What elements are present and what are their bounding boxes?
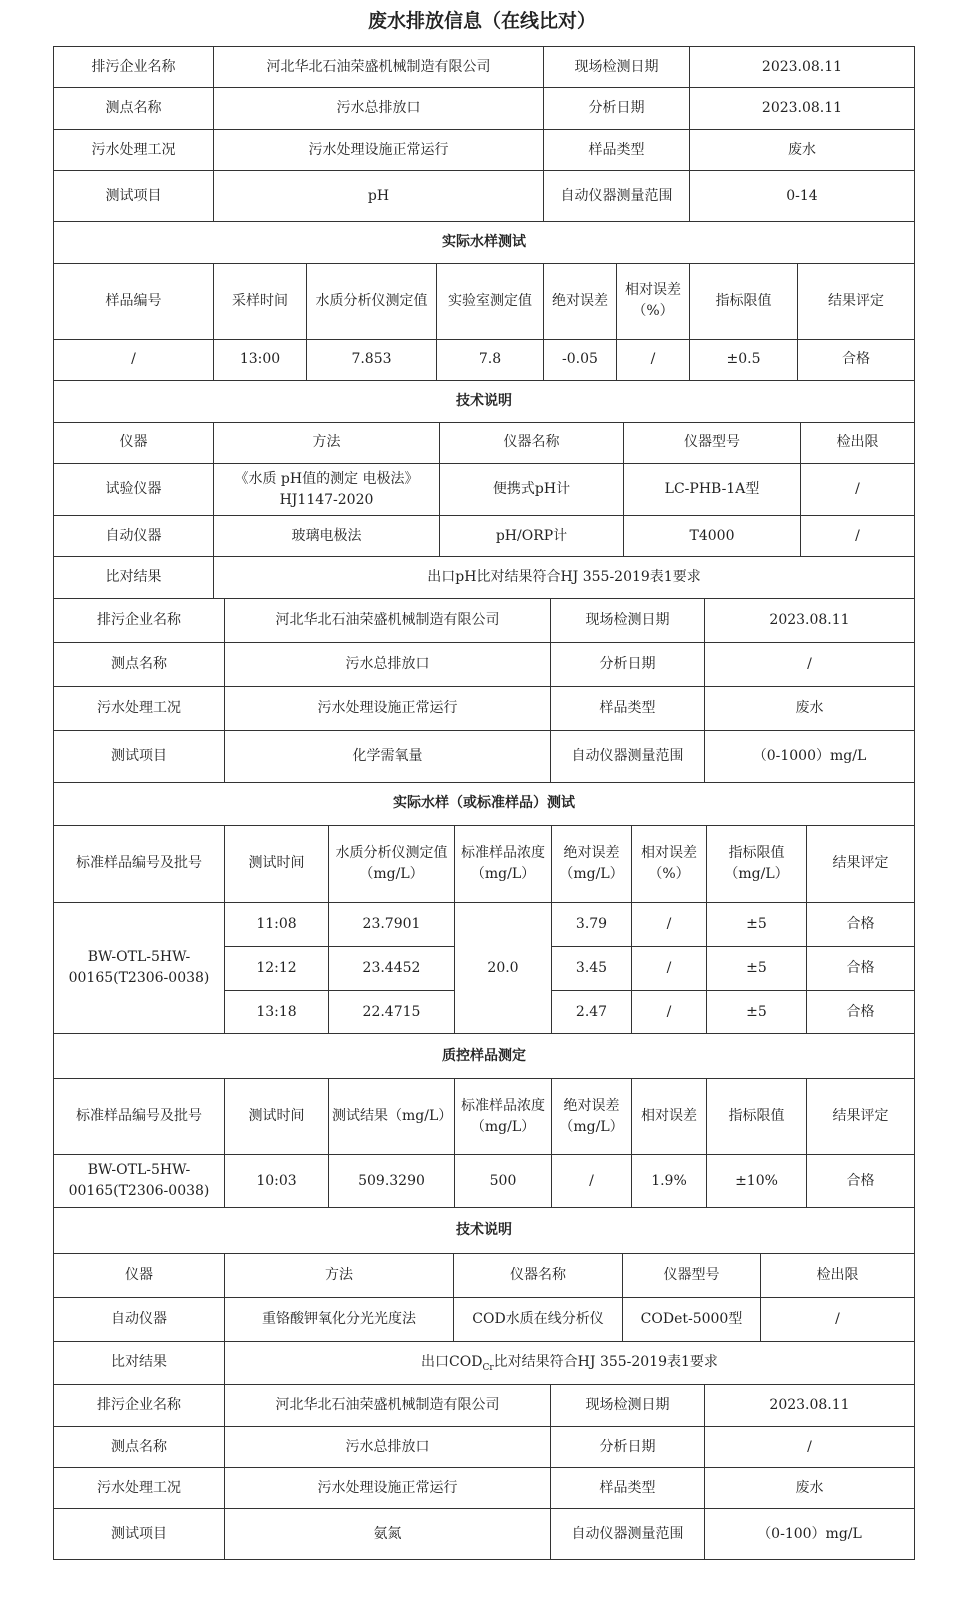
- section-title: 技术说明: [54, 380, 915, 422]
- column-header: 仪器: [54, 1254, 225, 1297]
- table-cell: 500: [455, 1155, 552, 1208]
- cod-info-row: [54, 642, 915, 686]
- sample-type: 废水: [705, 1468, 915, 1509]
- ph-info-row: [54, 47, 915, 88]
- label-cell: 分析日期: [544, 88, 690, 130]
- table-header-row: [54, 1079, 915, 1155]
- table-cell: 便携式pH计: [440, 464, 624, 516]
- column-header: 相对误差（%）: [632, 826, 707, 903]
- detect-date: 2023.08.11: [690, 47, 915, 88]
- comparison-result-row: [54, 1341, 915, 1384]
- table-cell: 23.4452: [329, 947, 455, 991]
- column-header: 标准样品编号及批号: [54, 1079, 225, 1155]
- section-title-row: [54, 380, 915, 422]
- column-header: 绝对误差（mg/L）: [552, 826, 632, 903]
- column-header: 检出限: [761, 1254, 915, 1297]
- comparison-result: 出口pH比对结果符合HJ 355-2019表1要求: [214, 557, 915, 599]
- label-cell: 样品类型: [551, 1468, 705, 1509]
- table-cell: 22.4715: [329, 991, 455, 1034]
- cod-tech-table: [53, 1254, 915, 1385]
- table-cell: 509.3290: [329, 1155, 455, 1208]
- label-cell: 测点名称: [54, 642, 225, 686]
- label-cell: 测试项目: [54, 1509, 225, 1560]
- sample-type: 废水: [690, 130, 915, 171]
- column-header: 结果评定: [807, 1079, 915, 1155]
- nh3-info-row: [54, 1427, 915, 1468]
- column-header: 方法: [214, 423, 440, 464]
- label-cell: 分析日期: [551, 1427, 705, 1468]
- label-cell: 排污企业名称: [54, 47, 214, 88]
- nh3-info-table: [53, 1385, 915, 1561]
- column-header: 结果评定: [798, 264, 915, 339]
- table-cell: /: [552, 1155, 632, 1208]
- result-suffix: 比对结果符合HJ 355-2019表1要求: [493, 1354, 718, 1370]
- table-cell: /: [632, 991, 707, 1034]
- cod-info-row: [54, 730, 915, 782]
- column-header: 标准样品浓度（mg/L）: [455, 826, 552, 903]
- point-name: 污水总排放口: [225, 642, 551, 686]
- label-cell: 测点名称: [54, 1427, 225, 1468]
- section-title: 实际水样（或标准样品）测试: [54, 782, 915, 825]
- section-title-row: [54, 222, 915, 264]
- test-item: 化学需氧量: [225, 730, 551, 782]
- ph-test-table: [53, 264, 915, 423]
- label-cell: 污水处理工况: [54, 686, 225, 730]
- table-cell: BW-OTL-5HW-00165(T2306-0038): [54, 1155, 225, 1208]
- column-header: 相对误差（%）: [617, 264, 690, 339]
- table-cell: /: [632, 903, 707, 947]
- label-cell: 样品类型: [551, 686, 705, 730]
- table-header-row: [54, 264, 915, 339]
- column-header: 仪器名称: [440, 423, 624, 464]
- section-title: 质控样品测定: [54, 1034, 915, 1079]
- column-header: 指标限值: [707, 1079, 807, 1155]
- column-header: 检出限: [801, 423, 915, 464]
- table-cell: 1.9%: [632, 1155, 707, 1208]
- test-item: pH: [214, 171, 544, 222]
- label-cell: 样品类型: [544, 130, 690, 171]
- result-prefix: 出口COD: [421, 1354, 483, 1370]
- label-cell: 排污企业名称: [54, 1385, 225, 1427]
- detect-date: 2023.08.11: [705, 599, 915, 642]
- column-header: 采样时间: [214, 264, 307, 339]
- column-header: 仪器: [54, 423, 214, 464]
- table-cell: 合格: [807, 947, 915, 991]
- label-cell: 自动仪器测量范围: [551, 730, 705, 782]
- report-sheet: [53, 46, 914, 1560]
- column-header: 水质分析仪测定值: [307, 264, 437, 339]
- sample-type: 废水: [705, 686, 915, 730]
- table-cell: ±5: [707, 991, 807, 1034]
- section-title: 技术说明: [54, 1208, 915, 1254]
- table-cell: 23.7901: [329, 903, 455, 947]
- table-cell: ±5: [707, 903, 807, 947]
- table-cell: 13:00: [214, 339, 307, 380]
- label-cell: 比对结果: [54, 1341, 225, 1384]
- table-cell: 13:18: [225, 991, 329, 1034]
- table-cell: /: [801, 516, 915, 557]
- table-cell: CODet-5000型: [623, 1297, 761, 1341]
- section-title: 实际水样测试: [54, 222, 915, 264]
- table-row: [54, 339, 915, 380]
- label-cell: 测点名称: [54, 88, 214, 130]
- table-cell: 11:08: [225, 903, 329, 947]
- company-name: 河北华北石油荣盛机械制造有限公司: [225, 599, 551, 642]
- test-item: 氨氮: [225, 1509, 551, 1560]
- measure-range: 0-14: [690, 171, 915, 222]
- section-title-row: [54, 1208, 915, 1254]
- point-name: 污水总排放口: [225, 1427, 551, 1468]
- table-row: [54, 464, 915, 516]
- table-cell: 合格: [798, 339, 915, 380]
- table-cell: 玻璃电极法: [214, 516, 440, 557]
- table-cell: 2.47: [552, 991, 632, 1034]
- column-header: 指标限值（mg/L）: [707, 826, 807, 903]
- label-cell: 污水处理工况: [54, 1468, 225, 1509]
- table-cell: 合格: [807, 903, 915, 947]
- std-conc-cell: 20.0: [455, 903, 552, 1034]
- table-cell: 10:03: [225, 1155, 329, 1208]
- table-cell: 7.8: [437, 339, 544, 380]
- analysis-date: /: [705, 1427, 915, 1468]
- nh3-info-row: [54, 1509, 915, 1560]
- column-header: 测试时间: [225, 826, 329, 903]
- analysis-date: 2023.08.11: [690, 88, 915, 130]
- sample-id-cell: BW-OTL-5HW-00165(T2306-0038): [54, 903, 225, 1034]
- measure-range: （0-1000）mg/L: [705, 730, 915, 782]
- label-cell: 现场检测日期: [544, 47, 690, 88]
- label-cell: 排污企业名称: [54, 599, 225, 642]
- ph-info-row: [54, 130, 915, 171]
- column-header: 绝对误差（mg/L）: [552, 1079, 632, 1155]
- table-cell: 自动仪器: [54, 516, 214, 557]
- label-cell: 比对结果: [54, 557, 214, 599]
- treatment-condition: 污水处理设施正常运行: [225, 686, 551, 730]
- column-header: 测试结果（mg/L）: [329, 1079, 455, 1155]
- table-cell: /: [54, 339, 214, 380]
- ph-info-row: [54, 171, 915, 222]
- detect-date: 2023.08.11: [705, 1385, 915, 1427]
- table-cell: ±0.5: [690, 339, 798, 380]
- table-row: [54, 1155, 915, 1208]
- nh3-info-row: [54, 1385, 915, 1427]
- table-cell: /: [801, 464, 915, 516]
- column-header: 标准样品浓度（mg/L）: [455, 1079, 552, 1155]
- table-cell: 试验仪器: [54, 464, 214, 516]
- table-cell: ±10%: [707, 1155, 807, 1208]
- table-cell: 合格: [807, 1155, 915, 1208]
- column-header: 绝对误差: [544, 264, 617, 339]
- table-header-row: [54, 826, 915, 903]
- column-header: 水质分析仪测定值（mg/L）: [329, 826, 455, 903]
- table-cell: 12:12: [225, 947, 329, 991]
- measure-range: （0-100）mg/L: [705, 1509, 915, 1560]
- table-cell: 7.853: [307, 339, 437, 380]
- table-row: [54, 1297, 915, 1341]
- column-header: 测试时间: [225, 1079, 329, 1155]
- cod-info-row: [54, 686, 915, 730]
- table-cell: 《水质 pH值的测定 电极法》HJ1147-2020: [214, 464, 440, 516]
- comparison-result: [225, 1341, 915, 1384]
- treatment-condition: 污水处理设施正常运行: [225, 1468, 551, 1509]
- label-cell: 现场检测日期: [551, 1385, 705, 1427]
- label-cell: 自动仪器测量范围: [544, 171, 690, 222]
- label-cell: 分析日期: [551, 642, 705, 686]
- column-header: 方法: [225, 1254, 454, 1297]
- ph-tech-table: [53, 423, 915, 600]
- label-cell: 污水处理工况: [54, 130, 214, 171]
- ph-info-row: [54, 88, 915, 130]
- table-cell: COD水质在线分析仪: [454, 1297, 623, 1341]
- label-cell: 自动仪器测量范围: [551, 1509, 705, 1560]
- table-cell: 重铬酸钾氧化分光光度法: [225, 1297, 454, 1341]
- cod-info-row: [54, 599, 915, 642]
- analysis-date: /: [705, 642, 915, 686]
- column-header: 实验室测定值: [437, 264, 544, 339]
- table-row: [54, 516, 915, 557]
- report-title: 废水排放信息（在线比对）: [367, 10, 596, 32]
- table-cell: T4000: [624, 516, 801, 557]
- section-title-row: [54, 782, 915, 825]
- comparison-result-row: [54, 557, 915, 599]
- ph-info-table: [53, 46, 915, 264]
- company-name: 河北华北石油荣盛机械制造有限公司: [225, 1385, 551, 1427]
- label-cell: 现场检测日期: [551, 599, 705, 642]
- column-header: 样品编号: [54, 264, 214, 339]
- company-name: 河北华北石油荣盛机械制造有限公司: [214, 47, 544, 88]
- table-cell: 合格: [807, 991, 915, 1034]
- table-cell: 自动仪器: [54, 1297, 225, 1341]
- point-name: 污水总排放口: [214, 88, 544, 130]
- column-header: 仪器名称: [454, 1254, 623, 1297]
- column-header: 仪器型号: [623, 1254, 761, 1297]
- column-header: 相对误差: [632, 1079, 707, 1155]
- cod-info-table: [53, 599, 915, 826]
- table-header-row: [54, 423, 915, 464]
- column-header: 仪器型号: [624, 423, 801, 464]
- treatment-condition: 污水处理设施正常运行: [214, 130, 544, 171]
- column-header: 标准样品编号及批号: [54, 826, 225, 903]
- section-title-row: [54, 1034, 915, 1079]
- table-row: [54, 903, 915, 947]
- result-subscript: Cr: [482, 1362, 494, 1373]
- column-header: 结果评定: [807, 826, 915, 903]
- nh3-info-row: [54, 1468, 915, 1509]
- table-cell: ±5: [707, 947, 807, 991]
- label-cell: 测试项目: [54, 171, 214, 222]
- table-cell: LC-PHB-1A型: [624, 464, 801, 516]
- table-header-row: [54, 1254, 915, 1297]
- label-cell: 测试项目: [54, 730, 225, 782]
- table-cell: /: [632, 947, 707, 991]
- table-cell: -0.05: [544, 339, 617, 380]
- cod-test-table: [53, 826, 915, 1255]
- table-cell: /: [761, 1297, 915, 1341]
- column-header: 指标限值: [690, 264, 798, 339]
- table-cell: 3.79: [552, 903, 632, 947]
- table-cell: /: [617, 339, 690, 380]
- table-cell: 3.45: [552, 947, 632, 991]
- table-cell: pH/ORP计: [440, 516, 624, 557]
